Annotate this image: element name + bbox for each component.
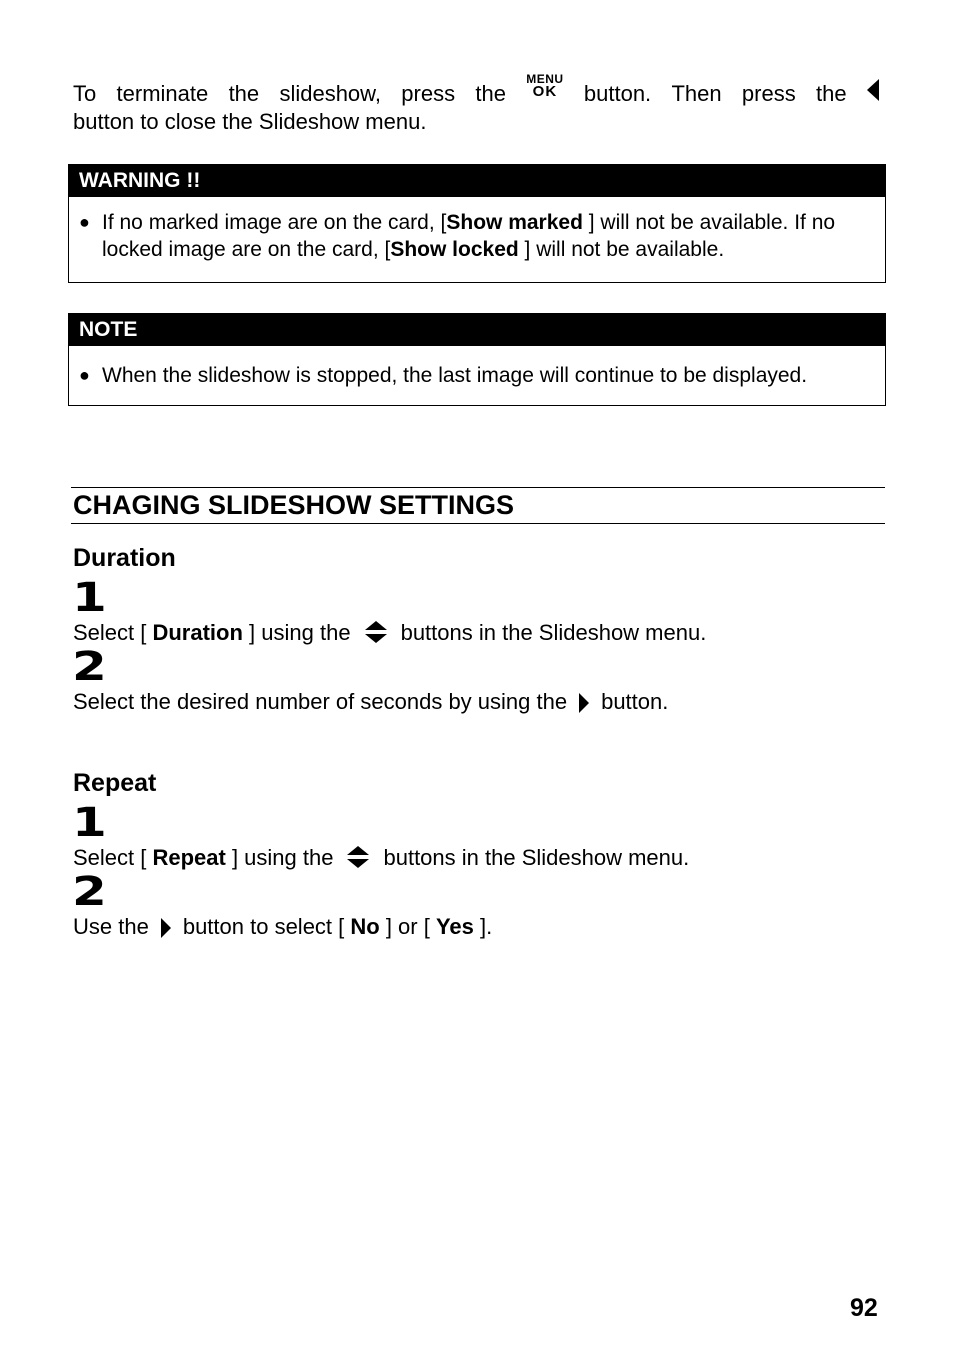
bold-repeat: Repeat: [152, 845, 226, 870]
warning-item: [79, 209, 869, 263]
bold-yes: Yes: [435, 914, 474, 939]
warning-box: [68, 164, 886, 283]
text-part: Select [: [73, 620, 153, 645]
intro-word: the: [475, 81, 506, 106]
section-heading: CHAGING SLIDESHOW SETTINGS: [71, 487, 885, 524]
text-part: Select the desired number of seconds by using the: [73, 689, 568, 714]
menu-ok-icon-bottom: OK: [532, 82, 558, 100]
warning-body: [69, 197, 885, 279]
text-part: button to select [: [182, 914, 351, 939]
duration-step-2-text: [73, 688, 668, 716]
intro-word: the: [816, 81, 847, 106]
duration-step-1-text: [73, 619, 706, 647]
duration-step-1-number: 1: [72, 575, 107, 621]
bullet-icon: ●: [79, 212, 90, 232]
text-part: Select [: [73, 845, 153, 870]
intro-line-1: [73, 71, 879, 108]
warning-text: [102, 209, 869, 263]
warning-title: WARNING !!: [69, 165, 885, 197]
menu-ok-icon-top: MENU: [526, 71, 564, 86]
intro-word: button.: [583, 81, 652, 106]
repeat-step-2-text: [73, 913, 492, 941]
bold-no: No: [350, 914, 380, 939]
intro-word: terminate: [116, 81, 209, 106]
up-down-arrows-icon: [345, 844, 371, 870]
duration-step-2-number: 2: [72, 644, 107, 690]
text-part: buttons in the Slideshow menu.: [383, 845, 690, 870]
right-arrow-icon: [161, 918, 171, 938]
note-title: NOTE: [69, 314, 885, 346]
duration-heading: Duration: [73, 544, 176, 572]
note-box: [68, 313, 886, 406]
page-number: 92: [850, 1294, 878, 1322]
intro-word: Then: [671, 81, 722, 106]
intro-word: the: [228, 81, 260, 106]
warning-text-part: ] will not be available. If no locked image are on the card, [: [102, 211, 836, 261]
intro-word: press: [401, 81, 456, 106]
up-down-arrows-icon: [363, 619, 389, 645]
note-body: [69, 346, 885, 405]
warning-text-part: ] will not be available.: [518, 238, 725, 261]
bullet-icon: ●: [79, 365, 90, 385]
intro-line-2: button to close the Slideshow menu.: [73, 109, 427, 134]
intro-word: press: [741, 81, 796, 106]
bold-duration: Duration: [152, 620, 243, 645]
text-part: ] using the: [225, 845, 334, 870]
intro-word: slideshow,: [279, 81, 381, 106]
text-part: ].: [473, 914, 493, 939]
intro-word: To: [73, 81, 97, 106]
note-text: When the slideshow is stopped, the last image will continue to be displayed.: [102, 364, 808, 387]
repeat-heading: Repeat: [73, 769, 157, 797]
text-part: ] using the: [242, 620, 351, 645]
text-part: button.: [601, 689, 669, 714]
text-part: ] or [: [379, 914, 436, 939]
left-arrow-icon: [867, 79, 879, 101]
note-item: [79, 362, 869, 389]
warning-bold-show-marked: Show marked: [446, 211, 583, 234]
repeat-step-2-number: 2: [72, 869, 107, 915]
repeat-step-1-text: [73, 844, 689, 872]
intro-paragraph: [73, 71, 879, 136]
right-arrow-icon: [579, 693, 589, 713]
text-part: buttons in the Slideshow menu.: [400, 620, 707, 645]
warning-bold-show-locked: Show locked: [390, 238, 519, 261]
text-part: Use the: [73, 914, 149, 939]
warning-text-part: If no marked image are on the card, [: [102, 211, 447, 234]
menu-ok-icon: [526, 71, 564, 100]
repeat-step-1-number: 1: [72, 800, 107, 846]
